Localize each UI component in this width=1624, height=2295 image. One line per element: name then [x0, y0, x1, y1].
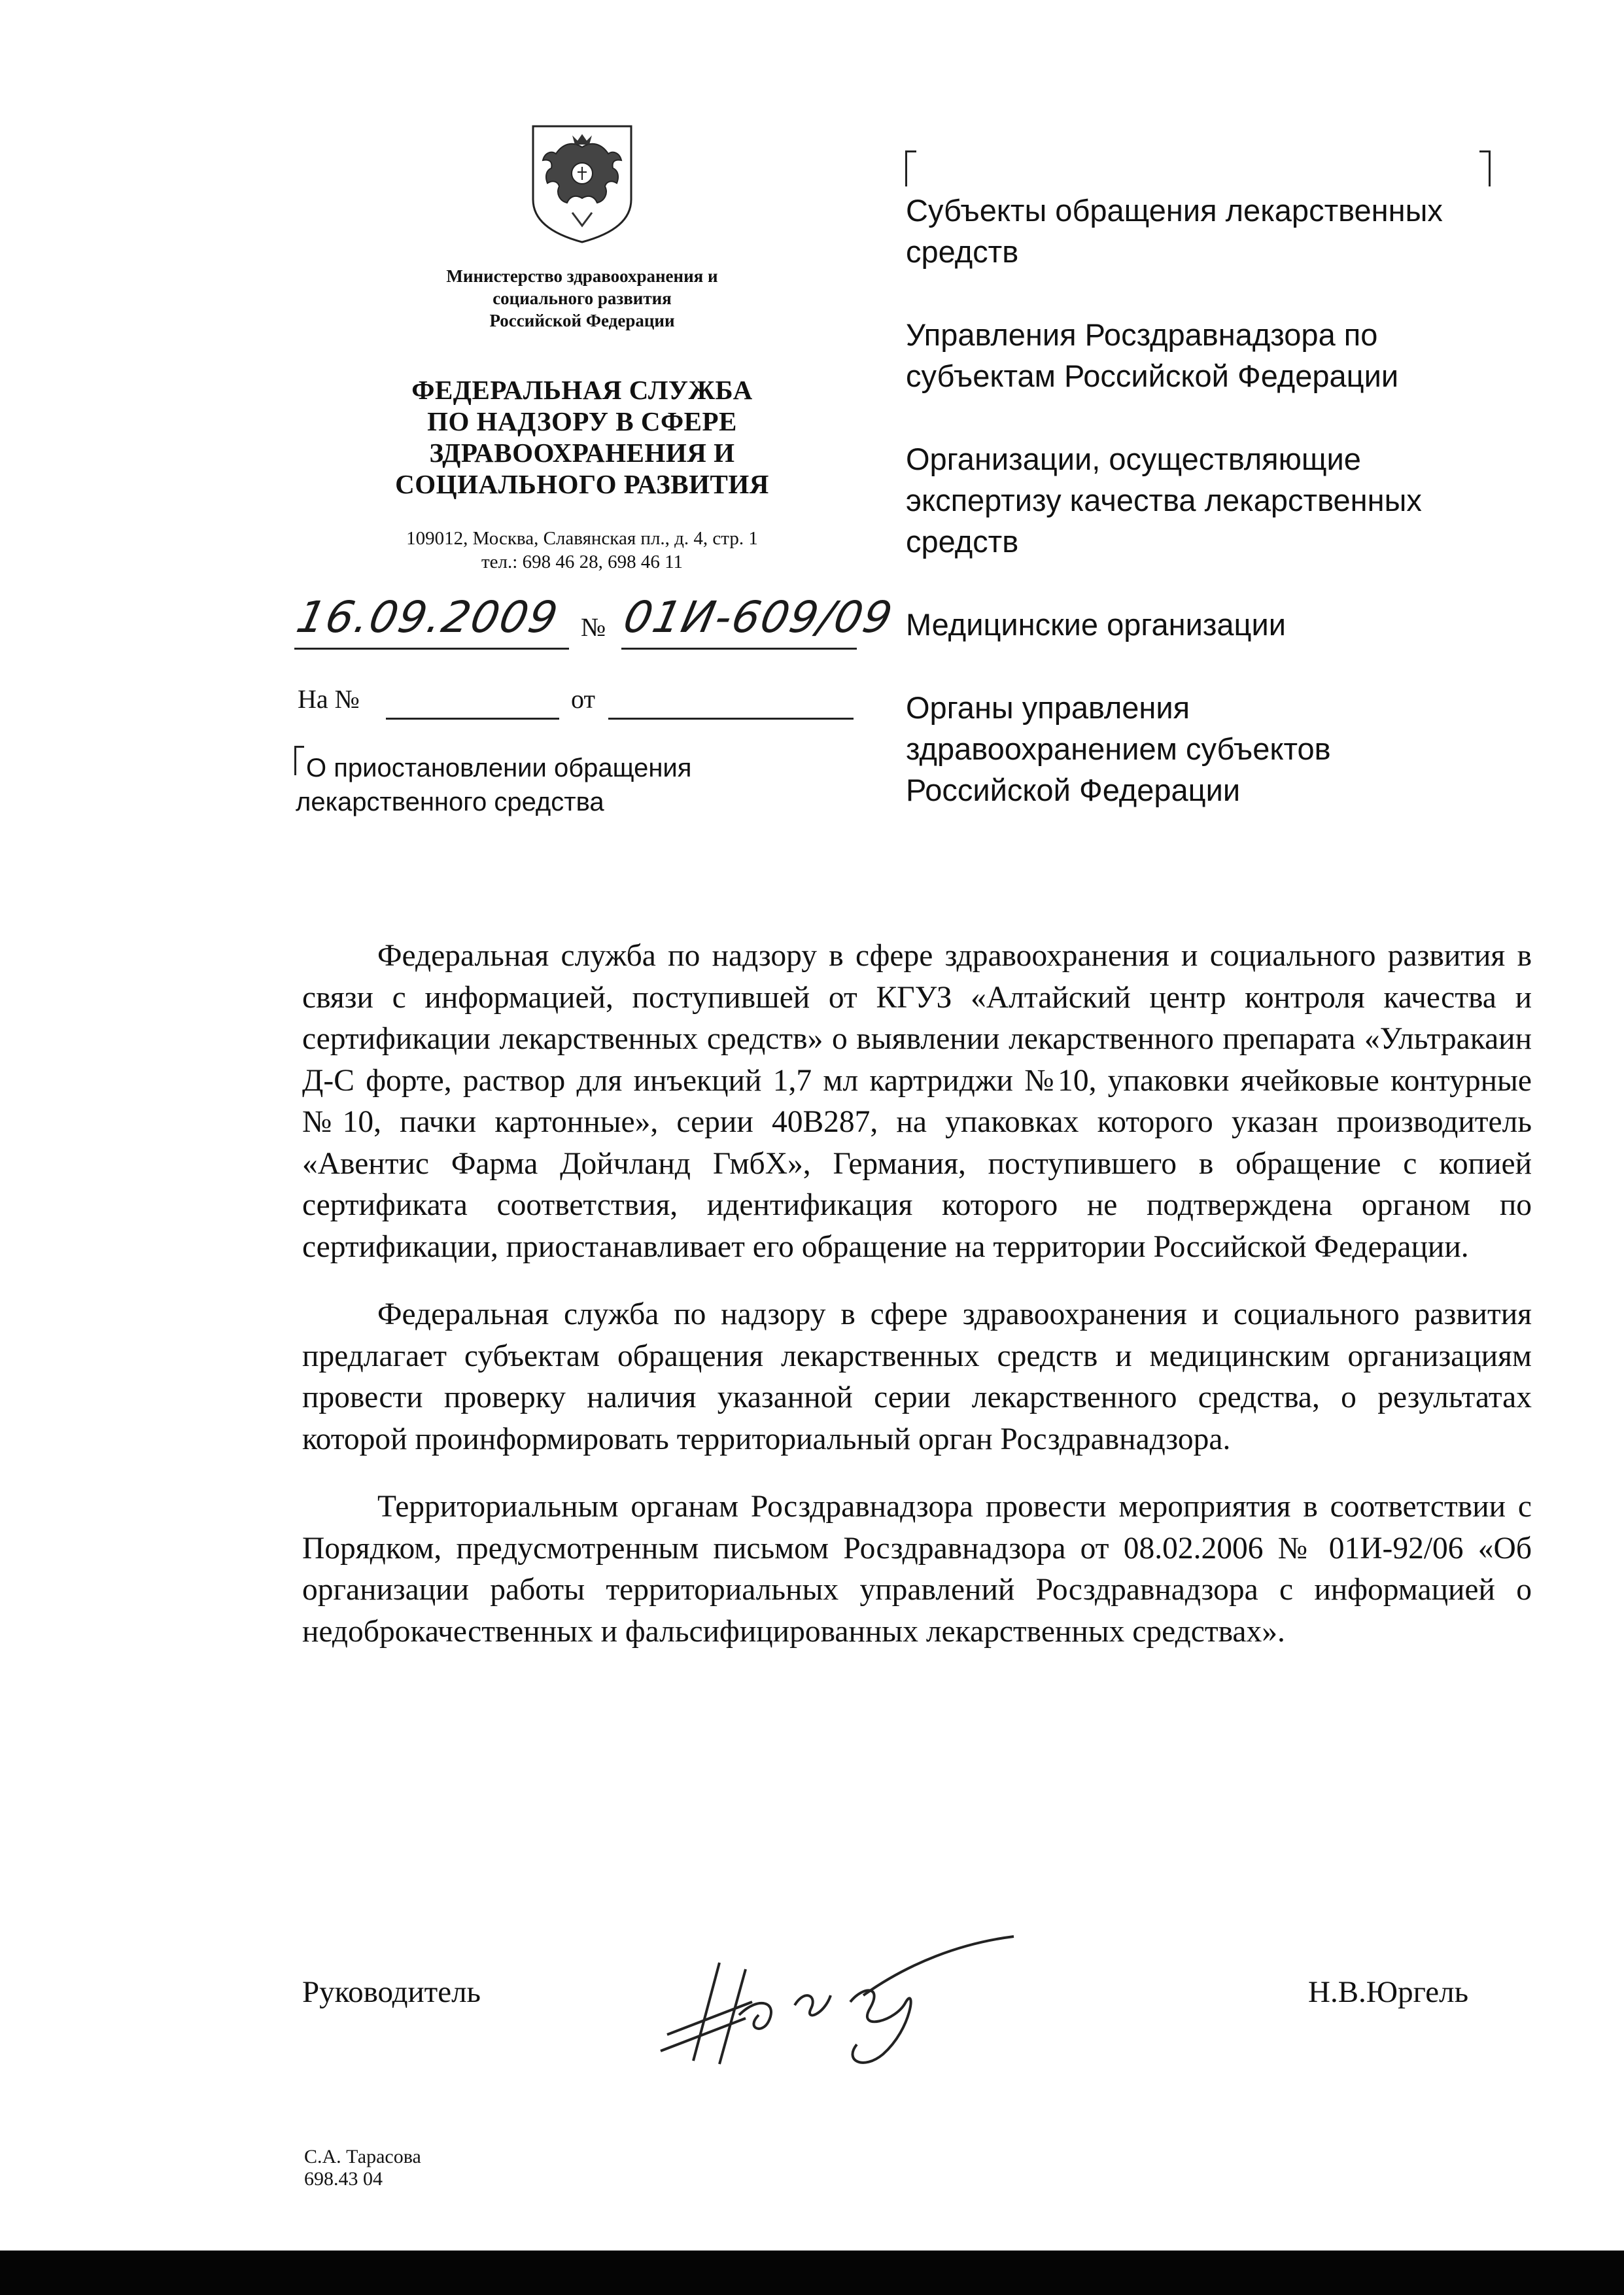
date-underline	[294, 648, 569, 650]
recipient	[906, 314, 1547, 396]
signatory-name: Н.В.Юргель	[1308, 1975, 1469, 2009]
service-line: ПО НАДЗОРУ В СФЕРЕ	[427, 406, 737, 436]
recipient-line: средств	[906, 524, 1019, 559]
number-label: №	[581, 612, 606, 642]
scan-bottom-edge	[0, 2251, 1624, 2295]
recipient-line: Органы управления	[906, 690, 1190, 725]
service-line: СОЦИАЛЬНОГО РАЗВИТИЯ	[395, 469, 769, 499]
recipient	[906, 687, 1547, 811]
recipient-line: Организации, осуществляющие	[906, 442, 1361, 476]
number-underline	[621, 648, 857, 650]
ministry-name	[366, 265, 798, 332]
recipients-bracket-left	[905, 150, 916, 186]
phone-line: тел.: 698 46 28, 698 46 11	[481, 552, 683, 572]
recipient-line: здравоохранением субъектов	[906, 731, 1331, 766]
letter-subject	[296, 751, 793, 819]
address-line: 109012, Москва, Славянская пл., д. 4, стр. 1	[406, 528, 758, 549]
ref-number-line	[386, 718, 559, 720]
ref-date-line	[608, 718, 854, 720]
ministry-line: Министерство здравоохранения и	[446, 266, 718, 286]
ref-date-label: от	[571, 684, 595, 714]
recipient-line: Субъекты обращения лекарственных	[906, 193, 1443, 228]
subject-line: О приостановлении обращения	[306, 754, 692, 782]
recipient-line: Управления Росздравнадзора по	[906, 317, 1378, 352]
recipient-line: Медицинские организации	[906, 607, 1286, 642]
recipient	[906, 604, 1547, 645]
subject-line: лекарственного средства	[296, 788, 604, 816]
document-date: 16.09.2009	[292, 592, 564, 642]
recipient-line: Российской Федерации	[906, 773, 1241, 807]
body-paragraph: Федеральная служба по надзору в сфере здравоохранения и социального развития предлагает субъектам обращения лекарственных средств и медицинским организациям провести проверку наличия указанной серии лекарственного средства, о результатах которой проинформировать территориальный орган Росздравнадзора.	[302, 1297, 1532, 1456]
recipient	[906, 438, 1547, 562]
ministry-line: социального развития	[492, 289, 672, 308]
service-line: ФЕДЕРАЛЬНАЯ СЛУЖБА	[411, 375, 753, 405]
executor-name: С.А. Тарасова	[304, 2146, 421, 2167]
recipients-list	[906, 190, 1547, 852]
signatory-title: Руководитель	[302, 1975, 481, 2009]
handwritten-signature	[648, 1923, 1027, 2080]
service-address	[340, 527, 824, 574]
recipient-line: экспертизу качества лекарственных	[906, 483, 1422, 517]
ref-number-label: На №	[298, 684, 360, 714]
service-name	[353, 374, 811, 500]
letter-body	[302, 936, 1532, 1679]
ministry-line: Российской Федерации	[489, 311, 675, 330]
recipient-line: субъектам Российской Федерации	[906, 359, 1399, 393]
body-paragraph: Территориальным органам Росздравнадзора провести мероприятия в соответствии с Порядком, предусмотренным письмом Росздравнадзора от 08.02.2006 № 01И-92/06 «Об организации работы территориальных управлений Росздравнадзора с информацией о недоброкачественных и фальсифицированных лекарственных средствах».	[302, 1490, 1532, 1649]
recipient	[906, 190, 1547, 272]
coat-of-arms-icon	[527, 121, 638, 245]
document-number: 01И-609/09	[619, 592, 898, 642]
body-paragraph: Федеральная служба по надзору в сфере здравоохранения и социального развития в связи с информацией, поступившей от КГУЗ «Алтайский центр контроля качества и сертификации лекарственных средств» о выявлении лекарственного препарата «Ультракаин Д-С форте, раствор для инъекций 1,7 мл картриджи №10, упаковки ячейковые контурные №10, пачки картонные», серии 40В287, на упаковках которого указан производитель «Авентис Фарма Дойчланд ГмбХ», Германия, поступившего в обращение с копией сертификата соответствия, идентификация которого не подтверждена органом по сертификации, приостанавливает его обращение на территории Российской Федерации.	[302, 939, 1532, 1264]
executor-info	[304, 2146, 421, 2190]
executor-phone: 698.43 04	[304, 2168, 383, 2190]
recipient-line: средств	[906, 234, 1019, 269]
service-line: ЗДРАВООХРАНЕНИЯ И	[429, 438, 735, 468]
recipients-bracket-right	[1479, 150, 1491, 186]
